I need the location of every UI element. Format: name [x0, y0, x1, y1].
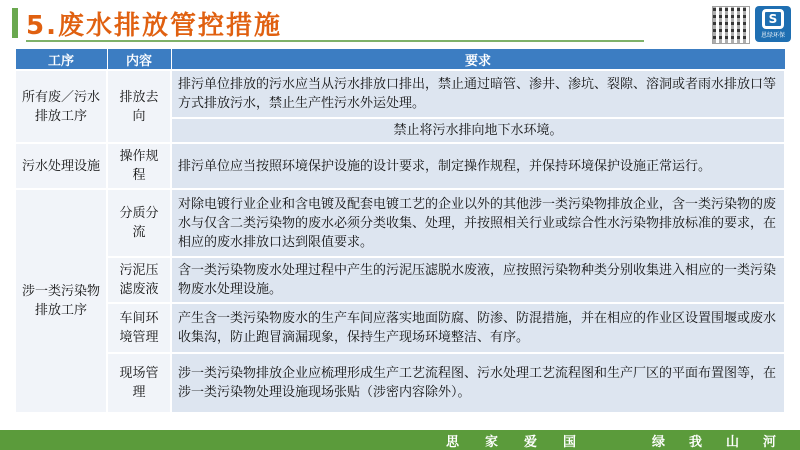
header-content: 内容: [107, 49, 171, 71]
content-cell: 排放去向: [107, 70, 171, 143]
page-title: 5.废水排放管控措施: [26, 10, 282, 41]
footer-slogan-right: [652, 430, 776, 450]
content-cell: 污泥压滤废液: [107, 257, 171, 303]
content-cell: 分质分流: [107, 189, 171, 257]
header-requirement: 要求: [171, 49, 785, 71]
table-row: [15, 143, 785, 189]
logo-text: 恩绿环保: [760, 32, 785, 39]
title-accent-bar: [12, 8, 18, 38]
footer-char: 家: [485, 434, 499, 450]
content-cell: 操作规程: [107, 143, 171, 189]
requirement-cell: 排污单位排放的污水应当从污水排放口排出，禁止通过暗管、渗井、渗坑、裂隙、溶洞或者雨水排放口等方式排放污水，禁止生产性污水外运处理。: [171, 70, 785, 118]
table-row: [15, 303, 785, 353]
table-row: [15, 257, 785, 303]
footer-char: 绿: [652, 434, 666, 450]
content-cell: 现场管理: [107, 353, 171, 413]
footer-char: 爱: [524, 434, 538, 450]
requirement-cell: 排污单位应当按照环境保护设施的设计要求，制定操作规程，并保持环境保护设施正常运行。: [171, 143, 785, 189]
requirement-cell: 禁止将污水排向地下水环境。: [171, 118, 785, 143]
footer-char: 我: [689, 434, 703, 450]
title-underline: [26, 40, 644, 42]
measures-table: [14, 48, 786, 414]
table-row: [15, 70, 785, 118]
table-row: [15, 189, 785, 257]
footer-char: 山: [726, 434, 740, 450]
footer-char: 河: [763, 434, 777, 450]
footer-char: 国: [563, 434, 577, 450]
process-cell: 所有废／污水排放工序: [15, 70, 107, 143]
table-row: [15, 353, 785, 413]
title-bar: [12, 6, 652, 40]
process-cell: 涉一类污染物排放工序: [15, 189, 107, 413]
requirement-cell: 对除电镀行业企业和含电镀及配套电镀工艺的企业以外的其他涉一类污染物排放企业，含一类污染物的废水与仅含二类污染物的废水必须分类收集、处理，并按照相关行业或综合性水污染物排放标准的要求，在相应的废水排放口达到限值要求。: [171, 189, 785, 257]
requirement-cell: 涉一类污染物排放企业应梳理形成生产工艺流程图、污水处理工艺流程图和生产厂区的平面布置图等，在涉一类污染物处理设施现场张贴（涉密内容除外）。: [171, 353, 785, 413]
footer-bar: [0, 430, 800, 450]
company-logo: [755, 6, 791, 42]
content-cell: 车间环境管理: [107, 303, 171, 353]
header-process: 工序: [15, 49, 107, 71]
qr-code-icon: [712, 6, 750, 44]
footer-slogan-left: [446, 430, 576, 450]
logo-mark-icon: S: [762, 9, 784, 29]
requirement-cell: 产生含一类污染物废水的生产车间应落实地面防腐、防渗、防混措施，并在相应的作业区设置围堰或废水收集沟，防止跑冒滴漏现象，保持生产现场环境整洁、有序。: [171, 303, 785, 353]
requirement-cell: 含一类污染物废水处理过程中产生的污泥压滤脱水废液，应按照污染物种类分别收集进入相应的一类污染物废水处理设施。: [171, 257, 785, 303]
process-cell: 污水处理设施: [15, 143, 107, 189]
table-header-row: [15, 49, 785, 71]
footer-char: 思: [446, 434, 460, 450]
